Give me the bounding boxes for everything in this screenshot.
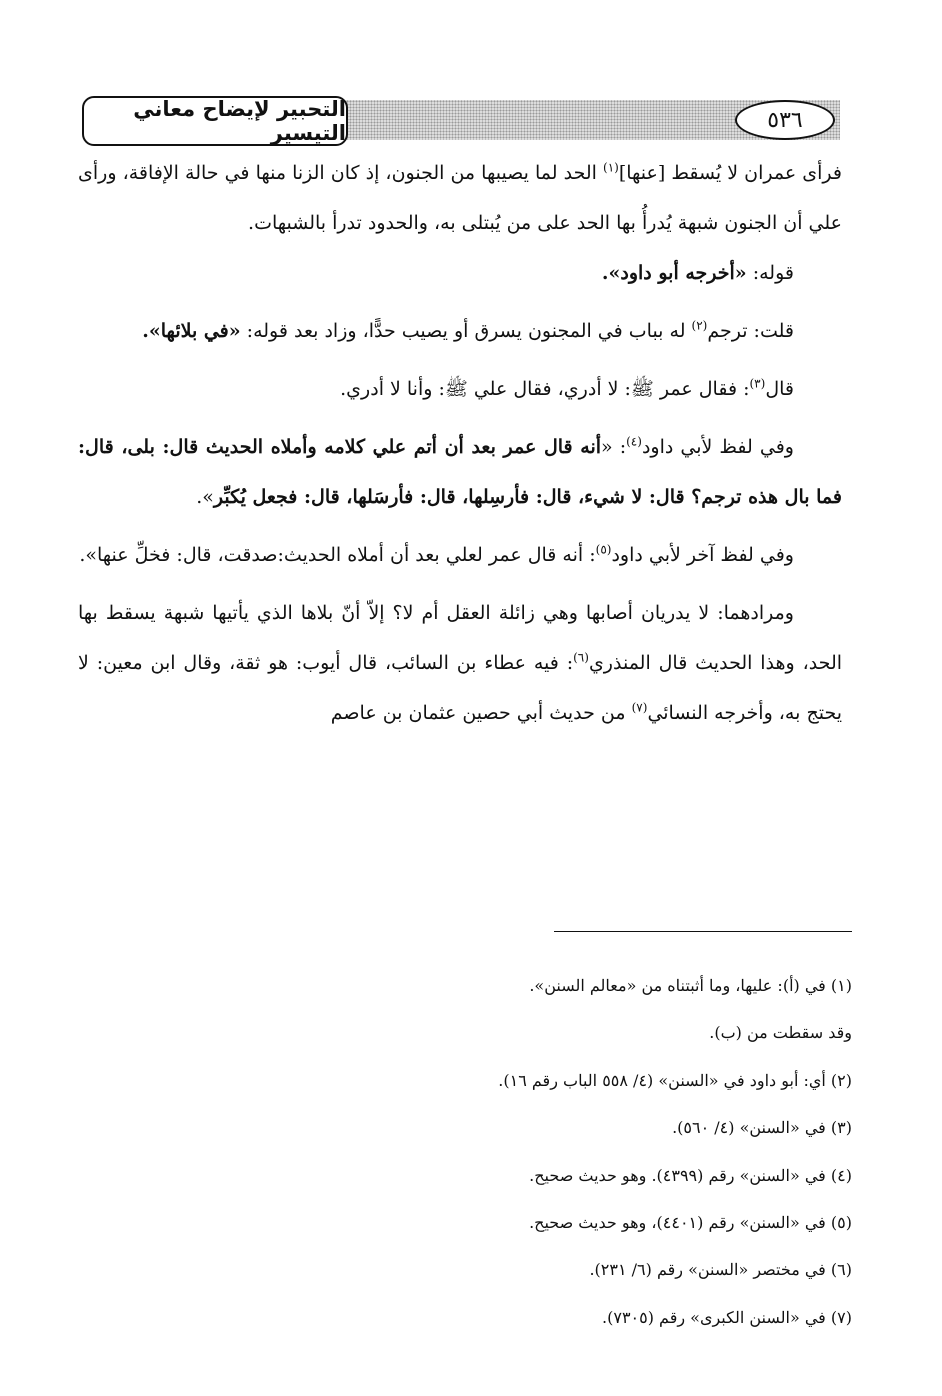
paragraph-6: [78, 530, 842, 580]
footnote: (٢) أي: أبو داود في «السنن» (٤/ ٥٥٨ الباب رقم ١٦).: [498, 1070, 852, 1090]
text-run: : «: [601, 436, 627, 458]
page-number: ٥٣٦: [735, 100, 835, 140]
paragraph-3: [78, 306, 842, 356]
main-text: [78, 148, 842, 746]
footnote-ref-2: (٢): [691, 318, 708, 333]
text-run: وفي لفظ لأبي داود: [641, 436, 794, 458]
text-run: قلت: ترجم: [707, 320, 794, 342]
footnote: (٣) في «السنن» (٤/ ٥٦٠).: [672, 1118, 852, 1138]
footnote: (١) في (أ): عليها، وما أثبتناه من «معالم السنن».: [529, 976, 852, 995]
text-run: : فقال عمر ﷺ: لا أدري، فقال علي ﷺ: وأنا لا أدري.: [340, 378, 750, 400]
text-run: له بباب في المجنون يسرق أو يصيب حدًّا، وزاد بعد قوله:: [240, 320, 692, 342]
footnote-ref-7: (٧): [631, 700, 648, 715]
text-run: ».: [196, 486, 214, 508]
footnote: (٧) في «السنن الكبرى» رقم (٧٣٠٥).: [602, 1307, 852, 1327]
text-run: من حديث أبي حصين عثمان بن عاصم: [330, 702, 632, 724]
footnote-ref-3: (٣): [749, 376, 766, 391]
footnote-ref-4: (٤): [626, 434, 642, 449]
quoted-text: أنه قال عمر بعد أن أتم علي كلامه وأملاه الحديث قال: بلى، قال: فما بال هذه ترجم؟ قال: لا شيء، قال: فأرسِلها، قال: فأرسَلها، قال: فجعل يُكبِّر: [78, 436, 842, 508]
paragraph-2: [78, 248, 842, 298]
quoted-text: «في بلائها».: [142, 320, 241, 342]
text-run: قوله:: [746, 262, 794, 284]
running-title: التحبير لإيضاح معاني التيسير: [82, 96, 348, 146]
text-run: قال: [765, 378, 794, 400]
footnote: وقد سقطت من (ب).: [709, 1023, 852, 1043]
footnote: (٥) في «السنن» رقم (٤٤٠١)، وهو حديث صحيح.: [529, 1213, 852, 1233]
footnote-separator: [554, 931, 852, 932]
text-run: : فيه عطاء بن السائب، قال أيوب: هو ثقة، وقال ابن معين: لا يحتج به، وأخرجه النسائي: [78, 652, 842, 724]
footnotes: [78, 962, 852, 1341]
text-run: ومرادهما: لا يدريان أصابها وهي زائلة العقل أم لا؟ إلاّ أنّ بلاها الذي يأتيها شبهة يسقط بها الحد، وهذا الحديث قال المنذري: [78, 602, 843, 674]
footnote-ref-5: (٥): [595, 542, 612, 557]
text-run: فرأى عمران لا يُسقط [عنها]: [618, 162, 842, 184]
text-run: الحد لما يصيبها من الجنون، إذ كان الزنا منها في حالة الإفاقة، ورأى علي أن الجنون شبهة يُدرأُ بها الحد على من يُبتلى به، والحدود تدرأ بالشبهات.: [78, 162, 842, 234]
footnote: (٤) في «السنن» رقم (٤٣٩٩). وهو حديث صحيح.: [529, 1165, 852, 1185]
paragraph-1: [78, 148, 842, 248]
text-run: : أنه قال عمر لعلي بعد أن أملاه الحديث:صدقت، قال: فخلِّ عنها».: [79, 544, 596, 566]
paragraph-5: [78, 422, 842, 522]
footnote: (٦) في مختصر «السنن» رقم (٦/ ٢٣١).: [589, 1260, 852, 1280]
paragraph-4: [78, 364, 842, 414]
footnote-ref-6: (٦): [573, 650, 589, 665]
quoted-text: «أخرجه أبو داود».: [601, 262, 747, 284]
text-run: وفي لفظ آخر لأبي داود: [611, 544, 794, 566]
paragraph-7: [78, 588, 842, 738]
footnote-ref-1: (١): [603, 160, 619, 175]
